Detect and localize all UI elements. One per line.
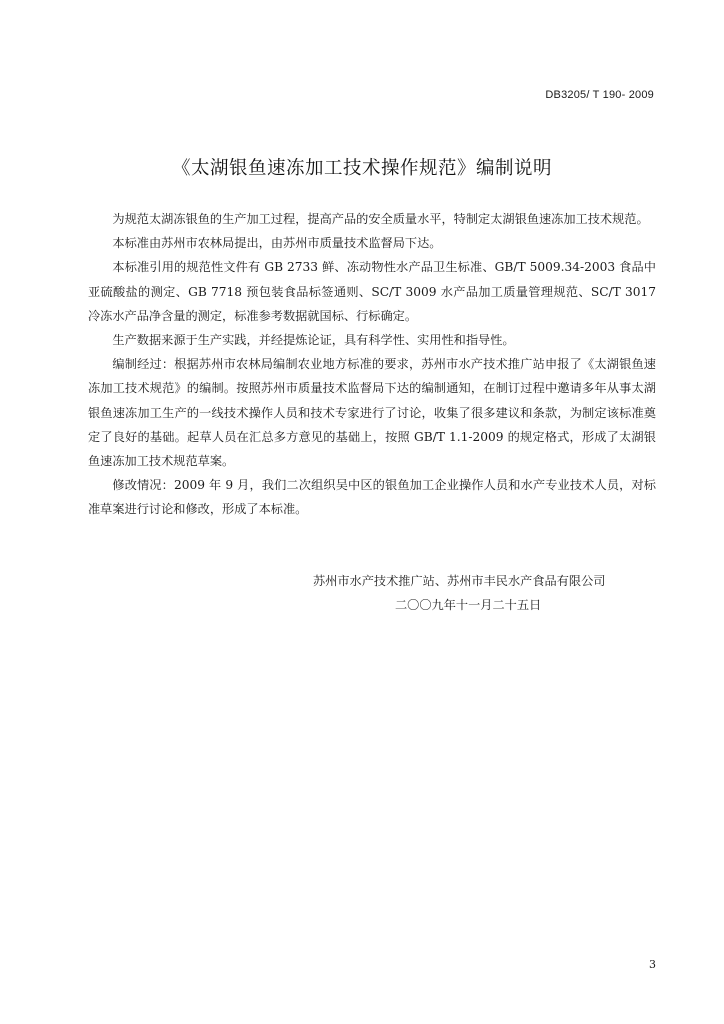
signature-date: 二〇〇九年十一月二十五日 <box>395 598 542 612</box>
document-body <box>88 207 656 522</box>
page-title: 《太湖银鱼速冻加工技术操作规范》编制说明 <box>171 158 552 179</box>
signature-organizations: 苏州市水产技术推广站、苏州市丰民水产食品有限公司 <box>313 574 606 588</box>
paragraph-data-source: 生产数据来源于生产实践，并经提炼论证，具有科学性、实用性和指导性。 <box>112 333 515 348</box>
document-code: DB3205/ T 190- 2009 <box>545 89 654 101</box>
paragraph-drafting-process: 编制经过：根据苏州市农林局编制农业地方标准的要求，苏州市水产技术推广站申报了《太湖银鱼速冻加工技术规范》的编制。按照苏州市质量技术监督局下达的编制通知，在制订过程中邀请多年从事太湖银鱼速冻加工生产的一线技术操作人员和技术专家进行了讨论，收集了很多建议和条款，为制定该标准奠定了良好的基础。起草人员在汇总多方意见的基础上，按照 GB/T 1.1-2009 的规定格式，形成了太湖银鱼速冻加工技术规范草案。 <box>88 357 656 469</box>
paragraph-revision: 修改情况：2009 年 9 月，我们二次组织吴中区的银鱼加工企业操作人员和水产专业技术人员，对标准草案进行讨论和修改，形成了本标准。 <box>88 478 656 517</box>
paragraph-references: 本标准引用的规范性文件有 GB 2733 鲜、冻动物性水产品卫生标准、GB/T 5009.34-2003 食品中亚硫酸盐的测定、GB 7718 预包装食品标签通则、SC/T 3009 水产品加工质量管理规范、SC/T 3017 冷冻水产品净含量的测定，标准参考数据就国标、行标确定。 <box>88 260 656 323</box>
paragraph-purpose: 为规范太湖冻银鱼的生产加工过程，提高产品的安全质量水平，特制定太湖银鱼速冻加工技术规范。 <box>112 212 649 226</box>
page-number: 3 <box>649 958 656 971</box>
paragraph-proposer: 本标准由苏州市农林局提出，由苏州市质量技术监督局下达。 <box>112 236 442 251</box>
